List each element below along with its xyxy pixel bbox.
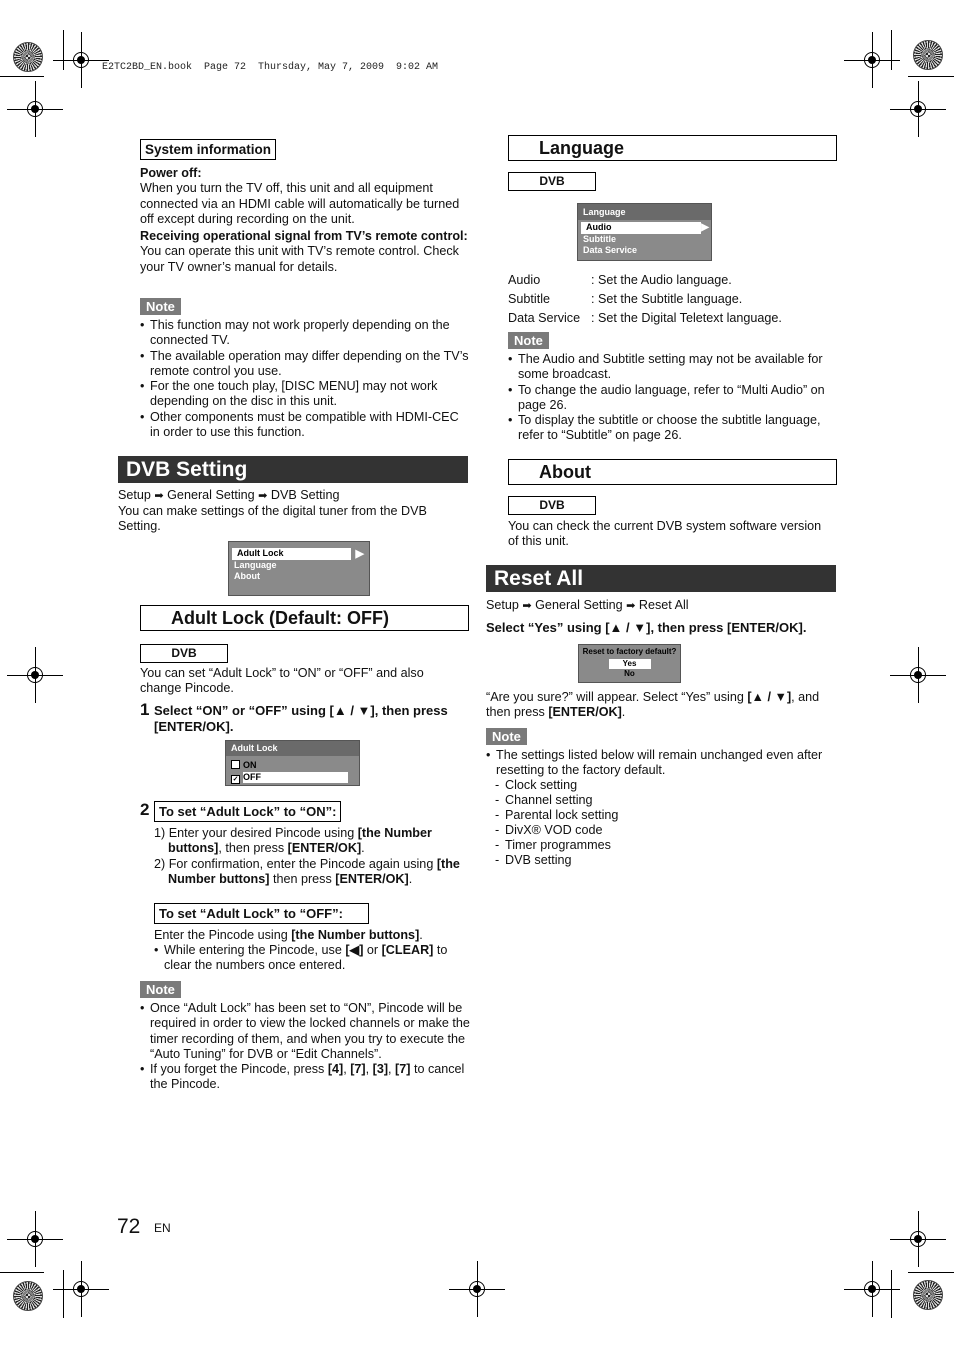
set-off-text: Enter the Pincode using [the Number buttons]. [154, 928, 423, 942]
set-off-bullets [154, 943, 459, 974]
checkbox-empty-icon [231, 760, 240, 769]
breadcrumb-dvb-setting: DVB Setting [270, 488, 340, 502]
set-on-step-1: 1) Enter your desired Pincode using [the Number buttons], then press [ENTER/OK]. [154, 826, 432, 856]
crop-mark [864, 1281, 880, 1297]
language-code: EN [154, 1221, 171, 1235]
osd-title: Reset to factory default? [582, 647, 677, 656]
reset-osd [578, 644, 681, 683]
list-item: • To change the audio language, refer to “Multi Audio” on page 26. [508, 383, 833, 414]
note-label: Note [140, 981, 181, 998]
adult-lock-intro: You can set “Adult Lock” to “ON” or “OFF” and also change Pincode. [140, 666, 424, 696]
system-information-title: System information [140, 139, 276, 160]
crop-line [63, 1270, 64, 1318]
step-2-number: 2 [140, 800, 150, 819]
language-table [508, 271, 838, 328]
list-item: - DVB setting [495, 853, 825, 868]
list-item: • While entering the Pincode, use [◀] or [CLEAR] to clear the numbers once entered. [154, 943, 459, 974]
list-item: • The Audio and Subtitle setting may not be available for some broadcast. [508, 352, 833, 383]
list-item: • This function may not work properly depending on the connected TV. [140, 318, 470, 349]
crop-mark [73, 52, 89, 68]
list-item: - Clock setting [495, 778, 825, 793]
reset-all-banner: Reset All [486, 565, 836, 592]
triangle-right-icon: ▶ [355, 548, 364, 560]
set-on-steps [154, 826, 464, 887]
language-osd [577, 203, 712, 261]
system-info-notes [140, 318, 470, 440]
list-item: - Timer programmes [495, 838, 825, 853]
list-item: • If you forget the Pincode, press [4], [7], [3], [7] to cancel the Pincode. [140, 1062, 470, 1093]
set-off-title: To set “Adult Lock” to “OFF”: [154, 903, 369, 924]
set-on-step-2: 2) For confirmation, enter the Pincode again using [the Number buttons] then press [ENTER/OK]. [154, 856, 460, 886]
checkbox-checked-icon: ✓ [232, 775, 239, 783]
receiving-heading: Receiving operational signal from TV’s remote control: [140, 229, 468, 244]
adult-lock-title: Adult Lock (Default: OFF) [140, 605, 469, 631]
list-item: - Channel setting [495, 793, 825, 808]
breadcrumb-general-setting: General Setting [535, 598, 623, 612]
crop-line [908, 1272, 954, 1273]
registration-mark [913, 40, 943, 70]
osd-option-no: No [624, 669, 635, 678]
breadcrumb-general-setting: General Setting [167, 488, 255, 502]
unchanged-settings-list [495, 778, 825, 869]
language-notes [508, 352, 833, 444]
crop-mark [27, 1231, 43, 1247]
registration-mark [13, 1281, 43, 1311]
list-item: - Parental lock setting [495, 808, 825, 823]
adult-lock-osd [225, 740, 360, 786]
osd-item-about: About [234, 571, 260, 581]
step-1-number: 1 [140, 700, 150, 719]
crop-line [0, 76, 44, 77]
table-value: : Set the Subtitle language. [591, 292, 743, 306]
dvb-setting-banner: DVB Setting [118, 456, 468, 483]
note-label: Note [486, 728, 527, 745]
receiving-text: You can operate this unit with TV’s remote control. Check your TV owner’s manual for details. [140, 244, 459, 274]
osd-title: Language [578, 204, 711, 220]
triangle-right-icon: ▶ [701, 222, 709, 233]
reset-all-instruction: Select “Yes” using [▲ / ▼], then press [ENTER/OK]. [486, 620, 807, 635]
crop-line [891, 1270, 892, 1318]
power-off-heading: Power off: [140, 166, 202, 180]
step-1-text: Select “ON” or “OFF” using [▲ / ▼], then press [ENTER/OK]. [154, 703, 448, 734]
arrow-right-icon: ➡ [626, 600, 636, 612]
table-value: : Set the Digital Teletext language. [591, 311, 782, 325]
arrow-right-icon: ➡ [154, 490, 164, 502]
list-item: • Other components must be compatible with HDMI-CEC in order to use this function. [140, 410, 470, 441]
registration-mark [13, 42, 43, 72]
osd-title: Adult Lock [226, 741, 359, 756]
crop-line [908, 76, 954, 77]
set-on-title: To set “Adult Lock” to “ON”: [154, 801, 341, 822]
osd-item-subtitle: Subtitle [583, 233, 616, 244]
list-item: • For the one touch play, [DISC MENU] may not work depending on the disc in this unit. [140, 379, 470, 410]
list-item: • Once “Adult Lock” has been set to “ON”, Pincode will be required in order to view the locked channels or make the timer recording of them, and when you try to execute the “Auto Tuning” for DVB or “Edit Channels”. [140, 1001, 470, 1062]
crop-mark [27, 667, 43, 683]
list-item: • The settings listed below will remain unchanged even after resetting to the factory default. [486, 748, 831, 779]
crop-mark [910, 667, 926, 683]
language-title: Language [508, 135, 837, 161]
crop-line [0, 1272, 44, 1273]
system-information-body [140, 166, 470, 275]
registration-mark [913, 1280, 943, 1310]
osd-option-yes: Yes [609, 659, 651, 669]
crop-mark [864, 52, 880, 68]
dvb-setting-intro: You can make settings of the digital tuner from the DVB Setting. [118, 504, 427, 534]
osd-option-on: ON [226, 760, 359, 772]
list-item: - DivX® VOD code [495, 823, 825, 838]
crop-mark [910, 101, 926, 117]
osd-option-off: ✓ OFF [226, 772, 359, 784]
note-label: Note [140, 298, 181, 315]
breadcrumb-setup: Setup [486, 598, 519, 612]
list-item: • To display the subtitle or choose the subtitle language, refer to “Subtitle” on page 26. [508, 413, 833, 444]
table-key: Subtitle [508, 292, 551, 306]
about-title: About [508, 459, 837, 485]
dvb-tag: DVB [508, 172, 596, 191]
osd-item-language: Language [234, 559, 277, 570]
table-value: : Set the Audio language. [591, 273, 732, 287]
note-label: Note [508, 332, 549, 349]
dvb-setting-osd [228, 541, 370, 596]
crop-mark [469, 1281, 485, 1297]
page-number: 72 [117, 1215, 141, 1238]
table-key: Audio [508, 273, 541, 287]
crop-line [891, 30, 892, 70]
crop-mark [27, 101, 43, 117]
reset-all-path [486, 598, 689, 614]
crop-mark [910, 1231, 926, 1247]
breadcrumb-reset-all: Reset All [638, 598, 689, 612]
osd-item-adult-lock: Adult Lock [232, 548, 351, 560]
list-item: • The available operation may differ depending on the TV’s remote control you use. [140, 349, 470, 380]
dvb-tag: DVB [508, 496, 596, 515]
file-info-header: E2TC2BD_EN.book Page 72 Thursday, May 7, 2009 9:02 AM [102, 62, 439, 73]
adult-lock-notes [140, 1001, 470, 1093]
power-off-text: When you turn the TV off, this unit and all equipment connected via an HDMI cable will automatically be turned off except during recording on the unit. [140, 181, 460, 226]
arrow-right-icon: ➡ [258, 490, 268, 502]
reset-all-notes [486, 748, 831, 779]
osd-item-data-service: Data Service [583, 245, 638, 255]
reset-all-text: “Are you sure?” will appear. Select “Yes” using [▲ / ▼], and then press [ENTER/OK]. [486, 690, 820, 720]
dvb-setting-path [118, 488, 339, 504]
osd-item-audio: Audio [581, 222, 701, 234]
crop-line [63, 30, 64, 70]
arrow-right-icon: ➡ [522, 600, 532, 612]
about-text: You can check the current DVB system software version of this unit. [508, 519, 822, 549]
table-key: Data Service [508, 311, 581, 325]
breadcrumb-setup: Setup [118, 488, 151, 502]
crop-mark [73, 1281, 89, 1297]
dvb-tag: DVB [140, 644, 228, 663]
